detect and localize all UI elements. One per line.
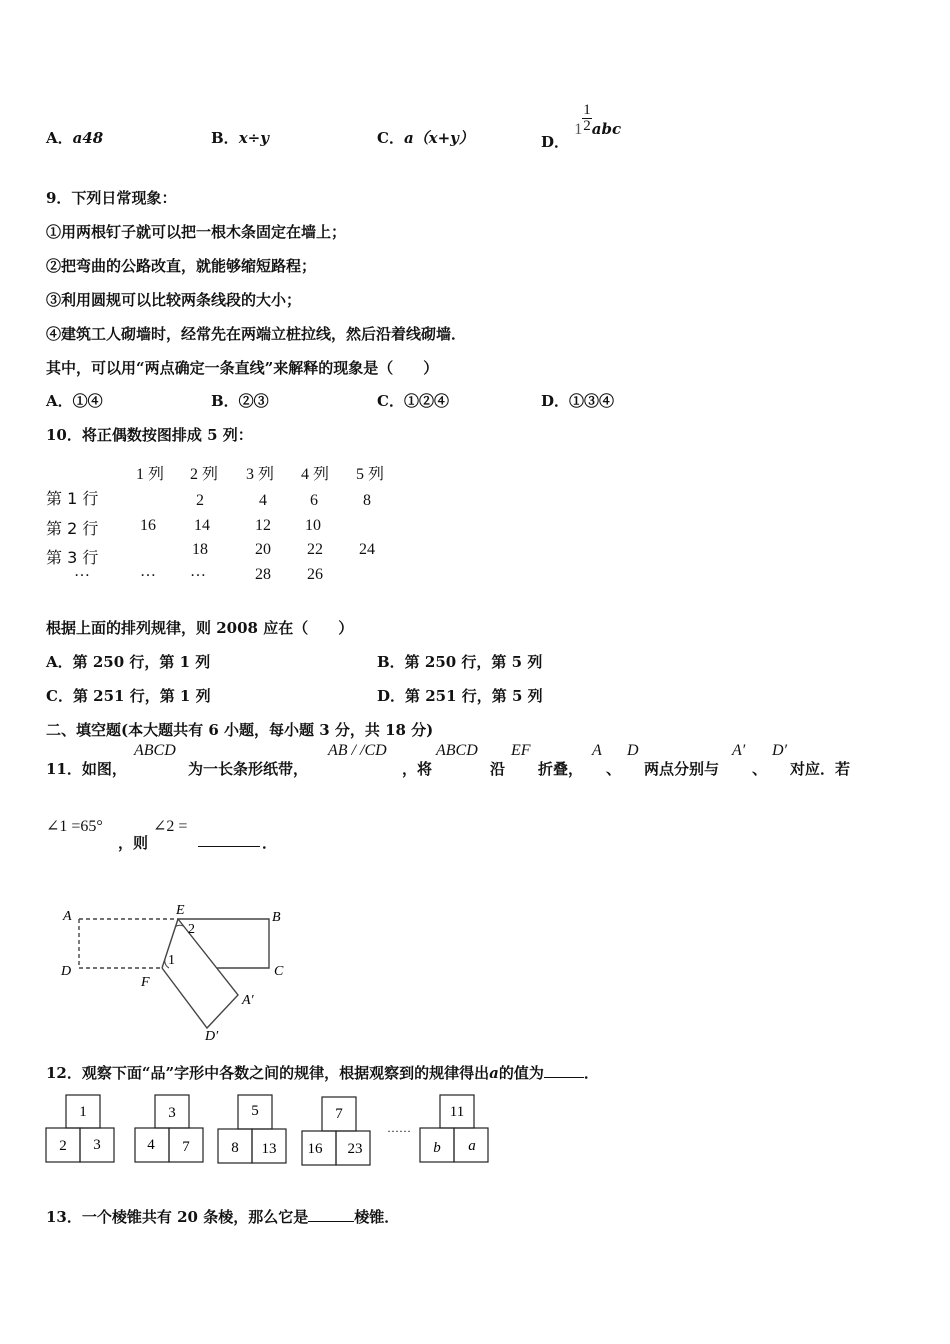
q9-option-c: C．①②④ [377,392,449,410]
left-number: b [433,1140,441,1156]
q9-option-a: A．①④ [46,392,103,410]
answer-blank[interactable] [198,834,260,847]
q9-item-2: ②把弯曲的公路改直，就能够缩短路程； [46,257,317,275]
label-a-prime: A′ [242,993,254,1008]
q10-question: 根据上面的排列规律，则 2008 应在（ ） [46,619,354,637]
top-number: 11 [449,1104,465,1120]
table-cell: 22 [307,541,323,558]
col-header: 1 列 [135,466,164,483]
label-2: 2 [188,922,195,937]
row-label: 第 3 行 [46,548,99,567]
answer-blank[interactable] [308,1209,354,1222]
q8-option-b: B．x÷y [211,129,269,147]
q10-option-d: D．第 251 行，第 5 列 [377,687,543,705]
right-number: 23 [347,1141,363,1157]
table-cell: 20 [255,541,271,558]
table-cell: 24 [359,541,375,558]
fraction: $\frac{1}{2}$ [583,102,591,134]
table-cell: 6 [310,492,318,509]
col-header: 5 列 [355,466,384,483]
q9-stem: 9．下列日常现象： [46,189,177,207]
top-number: 3 [168,1105,176,1121]
table-cell: 26 [307,566,323,583]
col-header: 4 列 [300,466,329,483]
table-cell: 8 [363,492,371,509]
left-number: 2 [59,1138,67,1154]
top-number: 7 [335,1106,343,1122]
row-label: 第 1 行 [46,489,99,508]
col-header: 2 列 [189,466,218,483]
q8-option-a: A．a48 [46,129,104,147]
q9-option-b: B．②③ [211,392,269,410]
q10-stem: 10．将正偶数按图排成 5 列： [46,426,253,444]
table-cell: 10 [305,517,321,534]
table-cell: … [140,563,156,580]
label-e: E [176,903,185,918]
q8-option-c: C．a（x+y） [377,129,474,147]
ellipsis: …… [387,1121,411,1135]
label-f: F [141,975,150,990]
label-c: C [274,964,284,979]
q9-item-3: ③利用圆规可以比较两条线段的大小； [46,291,302,309]
table-cell: 14 [194,517,210,534]
row-label: 第 2 行 [46,519,99,538]
q9-option-d: D．①③④ [541,392,615,410]
q10-option-c: C．第 251 行，第 1 列 [46,687,211,705]
q10-option-a: A．第 250 行，第 1 列 [46,653,211,671]
q8-option-d: D． 1 $\frac{1}{2}$ abc [541,102,622,151]
table-cell: 2 [196,492,204,509]
label-b: B [272,910,281,925]
left-number: 16 [307,1141,323,1157]
q12-stem: 12．观察下面“品”字形中各数之间的规律，根据观察到的规律得出a的值为 ． [46,1064,599,1082]
row-label: … [74,563,90,580]
label-d-prime: D′ [205,1029,219,1044]
table-cell: 4 [259,492,267,509]
answer-blank[interactable] [544,1065,584,1078]
folding-figure [55,900,305,1045]
q13-stem: 13．一个棱锥共有 20 条棱，那么它是 棱锥． [46,1208,400,1226]
right-number: 3 [93,1137,101,1153]
col-header: 3 列 [245,466,274,483]
left-number: 8 [231,1140,239,1156]
q9-item-4: ④建筑工人砌墙时，经常先在两端立桩拉线，然后沿着线砌墙． [46,325,467,343]
section-heading: 二、填空题(本大题共有 6 小题，每小题 3 分，共 18 分) [46,721,434,739]
q9-question: 其中，可以用“两点确定一条直线”来解释的现象是（ ） [46,359,439,377]
label-a: A [63,909,72,924]
left-number: 4 [147,1137,155,1153]
table-cell: 28 [255,566,271,583]
table-cell: … [190,563,206,580]
label-d: D [61,964,72,979]
q10-option-b: B．第 250 行，第 5 列 [377,653,543,671]
right-number: 13 [261,1141,277,1157]
right-number: a [468,1138,476,1154]
top-number: 1 [79,1104,87,1120]
top-number: 5 [251,1103,259,1119]
table-cell: 12 [255,517,271,534]
right-number: 7 [182,1139,190,1155]
q9-item-1: ①用两根钉子就可以把一根木条固定在墙上； [46,223,347,241]
table-cell: 16 [140,517,156,534]
pin-shaped-figures [44,1092,496,1167]
folded-flap [162,919,238,1028]
label-1: 1 [168,953,175,968]
table-cell: 18 [192,541,208,558]
